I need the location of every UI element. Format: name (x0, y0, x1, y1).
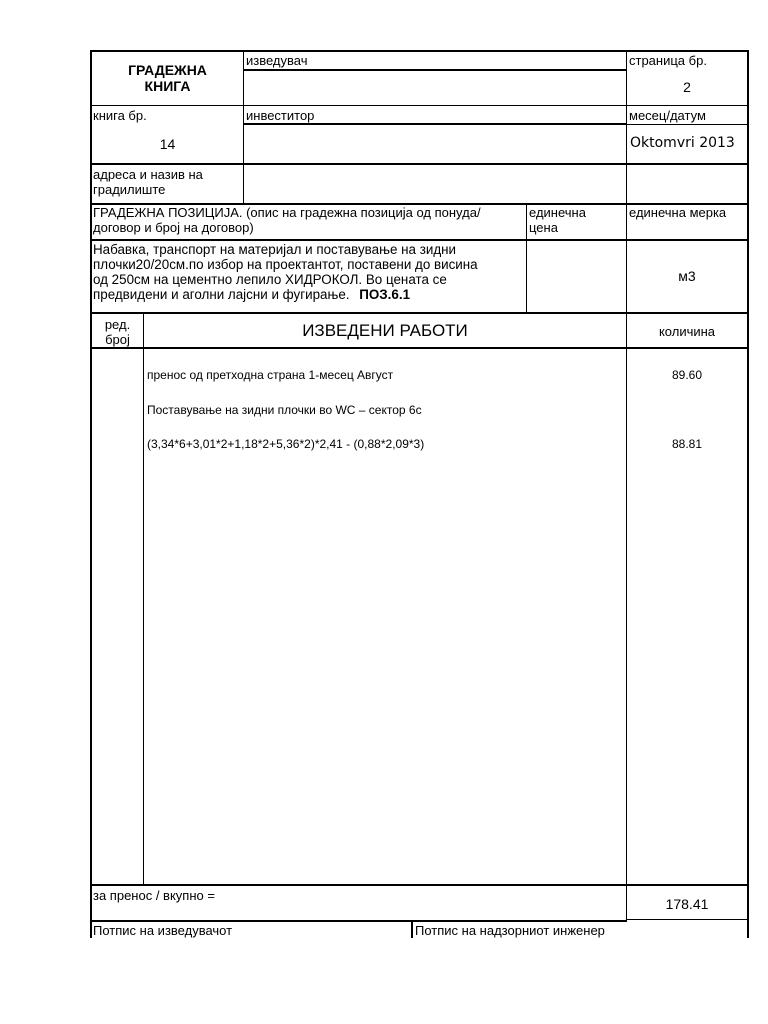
total-value: 178.41 (665, 896, 709, 912)
col-header-number-line2: број (105, 332, 130, 347)
position-description-line3: од 250см на цементно лепило ХИДРОКОЛ. Во цената се (93, 272, 447, 287)
page-number-value: 2 (683, 79, 691, 95)
site-label-line2: градилиште (93, 182, 166, 197)
unit-price-label-line1: единечна (529, 205, 586, 220)
col-header-works: ИЗВЕДЕНИ РАБОТИ (302, 321, 468, 340)
month-date-value: Oktomvri 2013 (630, 135, 735, 151)
book-number-label: книга бр. (93, 108, 147, 123)
contractor-label: изведувач (246, 53, 308, 68)
position-description-last (93, 287, 410, 302)
work-row-1-qty: 89.60 (671, 368, 703, 382)
unit-measure-label: единечна мерка (629, 205, 727, 220)
position-code: ПОЗ.6.1 (359, 287, 411, 302)
unit-price-label-line2: цена (529, 220, 558, 235)
work-row-3-qty: 88.81 (671, 437, 703, 451)
book-title-line2: КНИГА (144, 78, 191, 94)
work-row-3-text: (3,34*6+3,01*2+1,18*2+5,36*2)*2,41 - (0,88*2,09*3) (147, 437, 425, 451)
total-label: за пренос / вкупно = (93, 888, 215, 903)
unit-measure-value: м3 (678, 268, 696, 284)
investor-label: инвеститор (246, 108, 315, 123)
position-heading-line2: договор и број на договор) (93, 220, 254, 235)
work-row-2-text: Поставување на зидни плочки во WC – сектор 6с (147, 403, 422, 417)
month-date-label: месец/датум (629, 108, 706, 123)
site-label-line1: адреса и назив на (93, 167, 203, 182)
col-header-quantity: количина (658, 324, 716, 339)
position-description-line1: Набавка, транспорт на материјал и поставување на зидни (93, 242, 457, 257)
supervisor-signature-label: Потпис на надзорниот инженер (415, 923, 605, 938)
position-description-line2: плочки20/20см.по избор на проектантот, поставени до висина (93, 257, 478, 272)
book-title-line1: ГРАДЕЖНА (128, 62, 207, 78)
col-header-number-line1: ред. (104, 317, 131, 332)
work-row-1-text: пренос од претходна страна 1-месец Август (147, 368, 394, 382)
page-number-label: страница бр. (629, 53, 707, 68)
book-number-value: 14 (159, 136, 176, 152)
position-heading-line1: ГРАДЕЖНА ПОЗИЦИЈА. (опис на градежна позиција од понуда/ (93, 205, 481, 220)
position-description-line4: предвидени и аголни лајсни и фугирање. (93, 287, 350, 302)
contractor-signature-label: Потпис на изведувачот (93, 923, 233, 938)
